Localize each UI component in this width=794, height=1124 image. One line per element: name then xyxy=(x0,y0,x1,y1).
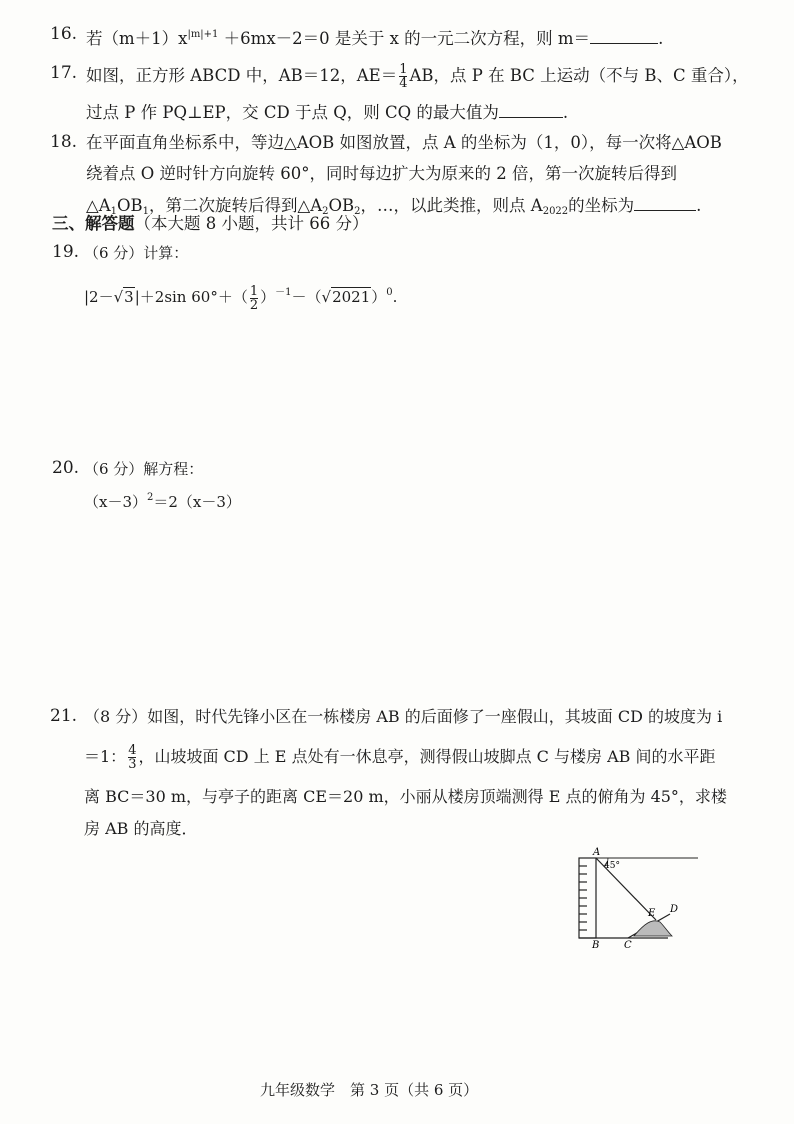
answer-blank xyxy=(590,27,658,44)
question-17-line-2: 过点 P 作 PQ⊥EP，交 CD 于点 Q，则 CQ 的最大值为 . xyxy=(86,103,569,122)
fraction: $\frac{4}{3}$ xyxy=(128,743,137,772)
fraction: $\frac{1}{2}$ xyxy=(249,283,259,313)
question-20-head: （6 分）解方程： xyxy=(84,460,204,478)
question-18-line-1: 在平面直角坐标系中，等边△AOB 如图放置，点 A 的坐标为（1，0），每一次将△AOB xyxy=(86,133,722,152)
hill-shape xyxy=(634,921,672,936)
question-18-line-3: $\triangle A_1OB_1$，第二次旋转后得到$\triangle A_2OB_2$，…，以此类推，则点 $A_{2022}$的坐标为 . xyxy=(86,196,702,217)
question-19-expression: |2－√3|＋2sin 60°＋（ $\frac{1}{2}$ ）$^{-1}-(√2021)^0$. xyxy=(84,283,398,313)
question-21-line-4: 房 AB 的高度． xyxy=(84,819,198,838)
label-e: E xyxy=(648,908,656,919)
label-b: B xyxy=(592,940,600,950)
question-16-text: 若$(m+1)x^{|m|+1} +6mx-2=0$ 是关于 x 的一元二次方程，则 m＝ . xyxy=(86,29,664,48)
fraction: $\frac{1}{4}$ xyxy=(399,62,408,91)
label-angle: 45° xyxy=(604,861,620,871)
label-c: C xyxy=(624,940,632,950)
question-21-line-3: 离 BC＝30 m，与亭子的距离 CE＝20 m，小丽从楼房顶端测得 E 点的俯角为 45°，求楼 xyxy=(84,787,727,806)
building-ab xyxy=(579,858,596,938)
question-number: 20. xyxy=(52,458,80,478)
question-17-line-1: 如图，正方形 ABCD 中，AB＝12，AE＝ $\frac{1}{4}$ AB，点 P 在 BC 上运动（不与 B、C 重合）， xyxy=(86,62,749,91)
question-18-line-2: 绕着点 O 逆时针方向旋转 60°，同时每边扩大为原来的 2 倍，第一次旋转后得到 xyxy=(86,164,677,183)
question-number: 19. xyxy=(52,242,80,262)
page-footer: 九年级数学 第 3 页（共 6 页） xyxy=(260,1081,479,1099)
answer-blank xyxy=(634,194,696,211)
answer-blank xyxy=(499,101,563,118)
label-a: A xyxy=(593,847,601,858)
question-21-line-1: （8 分）如图，时代先锋小区在一栋楼房 AB 的后面修了一座假山，其坡面 CD 的坡度为 i xyxy=(84,707,723,726)
section-header: 三、解答题（本大题 8 小题，共计 66 分） xyxy=(52,214,369,233)
question-number: 18. xyxy=(50,132,78,152)
question-number: 17. xyxy=(50,63,78,83)
question-number: 16. xyxy=(50,24,78,44)
question-20-equation: $(x-3)^2=2(x-3)$ xyxy=(84,492,241,511)
question-19-head: （6 分）计算： xyxy=(84,244,189,262)
question-number: 21. xyxy=(50,706,78,726)
question-21-line-2: ＝1： $\frac{4}{3}$ ，山坡坡面 CD 上 E 点处有一休息亭，测得假山坡脚点 C 与楼房 AB 间的水平距 xyxy=(84,743,716,772)
building-hill-figure xyxy=(560,840,710,950)
label-d: D xyxy=(670,904,679,915)
